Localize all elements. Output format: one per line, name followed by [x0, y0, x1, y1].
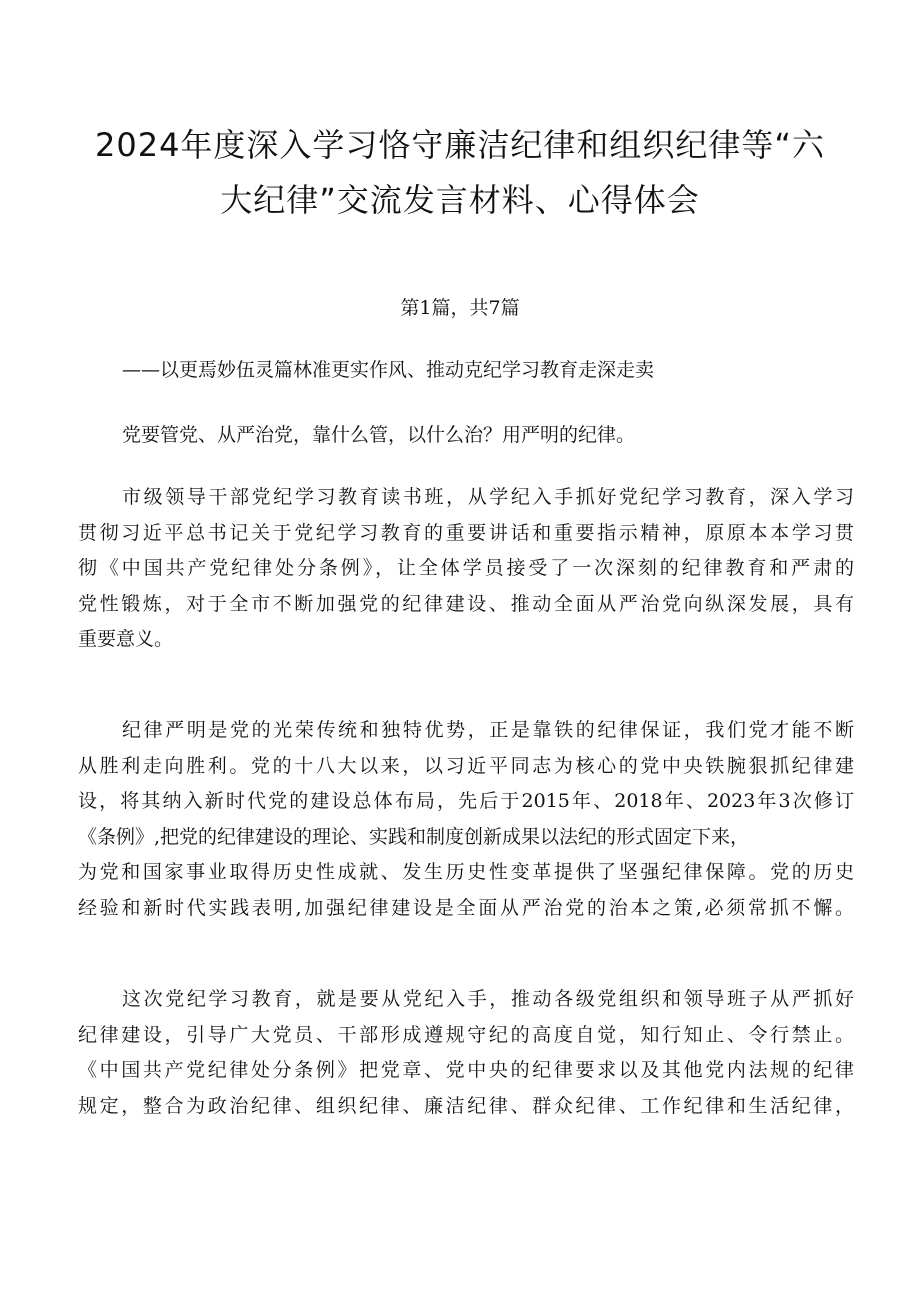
paragraph-line: 彻《中国共产党纪律处分条例》，让全体学员接受了一次深刻的纪律教育和严肃的 — [78, 557, 854, 580]
document-title — [70, 118, 850, 228]
paragraph-line: 经验和新时代实践表明,加强纪律建设是全面从严治党的治本之策,必须常抓不懈。 — [78, 896, 854, 919]
subtitle: ——以更焉妙伍灵篇林准更实作风、推动克纪学习教育走深走卖 — [122, 359, 655, 381]
paragraph-2 — [78, 480, 854, 658]
paragraph-line: 这次党纪学习教育，就是要从党纪入手，推动各级党组织和领导班子从严抓好 — [122, 988, 854, 1010]
paragraph-line: 贯彻习近平总书记关于党纪学习教育的重要讲话和重要指示精神，原原本本学习贯 — [78, 521, 854, 544]
paragraph-line: 重要意义。 — [78, 628, 174, 651]
paragraph-line: 党要管党、从严治党，靠什么管，以什么治？用严明的纪律。 — [122, 424, 636, 446]
paragraph-3 — [78, 713, 854, 927]
title-line-2: 大纪律”交流发言材料、心得体会 — [220, 181, 700, 219]
paragraph-line: 规定，整合为政治纪律、组织纪律、廉洁纪律、群众纪律、工作纪律和生活纪律， — [78, 1094, 854, 1117]
paragraph-line: 《中国共产党纪律处分条例》把党章、党中央的纪律要求以及其他党内法规的纪律 — [78, 1059, 854, 1082]
paragraph-line: 纪律严明是党的光荣传统和独特优势，正是靠铁的纪律保证，我们党才能不断 — [122, 719, 854, 741]
paragraph-line: 党性锻炼，对于全市不断加强党的纪律建设、推动全面从严治党向纵深发展，具有 — [78, 592, 854, 615]
paragraph-line: 设，将其纳入新时代党的建设总体布局，先后于2015年、2018年、2023年3次修订 — [78, 790, 854, 813]
part-label: 第1篇，共7篇 — [400, 297, 520, 319]
paragraph-1 — [78, 418, 854, 454]
paragraph-line: 从胜利走向胜利。党的十八大以来，以习近平同志为核心的党中央铁腕狠抓纪律建 — [78, 754, 854, 777]
paragraph-line: 纪律建设，引导广大党员、干部形成遵规守纪的高度自觉，知行知止、令行禁止。 — [78, 1023, 854, 1046]
title-line-1: 2024年度深入学习恪守廉洁纪律和组织纪律等“六 — [94, 126, 826, 164]
paragraph-line: 《条例》,把党的纪律建设的理论、实践和制度创新成果以法纪的形式固定下来， — [78, 825, 750, 848]
paragraph-line: 为党和国家事业取得历史性成就、发生历史性变革提供了坚强纪律保障。党的历史 — [78, 861, 854, 884]
paragraph-4 — [78, 982, 854, 1124]
paragraph-line: 市级领导干部党纪学习教育读书班，从学纪入手抓好党纪学习教育，深入学习 — [122, 486, 854, 508]
